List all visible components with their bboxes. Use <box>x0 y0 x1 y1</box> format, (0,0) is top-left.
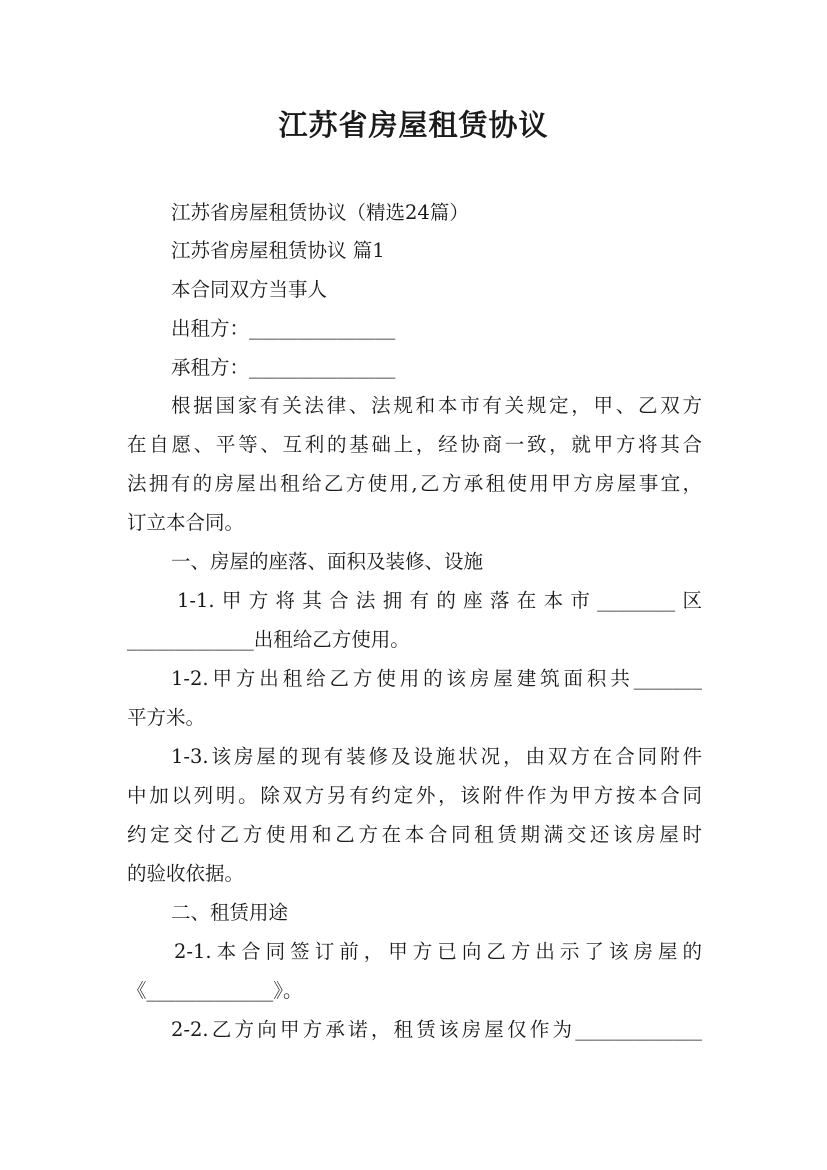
doc-line-preamble-3: 法拥有的房屋出租给乙方使用,乙方承租使用甲方房屋事宜， <box>127 472 702 495</box>
doc-line-preamble-1: 根据国家有关法律、法规和本市有关规定，甲、乙双方 <box>171 394 702 417</box>
doc-line-clause-2-1b: 《_____________》。 <box>127 979 303 1002</box>
doc-line-lessor: 出租方：_______________ <box>171 317 396 340</box>
doc-line-subtitle: 江苏省房屋租赁协议（精选24篇） <box>171 201 469 224</box>
doc-line-article-1-heading: 一、房屋的座落、面积及装修、设施 <box>171 550 484 573</box>
doc-line-clause-1-3b: 中加以列明。除双方另有约定外，该附件作为甲方按本合同 <box>127 784 702 807</box>
doc-line-preamble-4: 订立本合同。 <box>127 511 245 534</box>
doc-line-clause-2-1a: 2-1.本合同签订前，甲方已向乙方出示了该房屋的 <box>174 940 702 963</box>
doc-line-clause-1-3d: 的验收依据。 <box>127 862 245 885</box>
document-title: 江苏省房屋租赁协议 <box>278 108 549 142</box>
doc-line-clause-1-1b: _____________出租给乙方使用。 <box>127 628 410 651</box>
doc-line-clause-2-2a: 2-2.乙方向甲方承诺，租赁该房屋仅作为_____________ <box>171 1018 702 1041</box>
doc-line-clause-1-3c: 约定交付乙方使用和乙方在本合同租赁期满交还该房屋时 <box>127 823 702 846</box>
doc-line-parties-heading: 本合同双方当事人 <box>171 278 328 301</box>
doc-line-article-2-heading: 二、租赁用途 <box>171 901 289 924</box>
doc-line-preamble-2: 在自愿、平等、互利的基础上，经协商一致，就甲方将其合 <box>127 433 702 456</box>
doc-line-clause-1-1a: 1-1.甲方将其合法拥有的座落在本市________区 <box>177 589 702 612</box>
doc-line-clause-1-3a: 1-3.该房屋的现有装修及设施状况，由双方在合同附件 <box>171 745 702 768</box>
doc-line-section-heading: 江苏省房屋租赁协议 篇1 <box>171 239 385 262</box>
doc-line-clause-1-2b: 平方米。 <box>127 706 206 729</box>
doc-line-clause-1-2a: 1-2.甲方出租给乙方使用的该房屋建筑面积共_______ <box>171 667 702 690</box>
doc-line-lessee: 承租方：_______________ <box>171 356 396 379</box>
